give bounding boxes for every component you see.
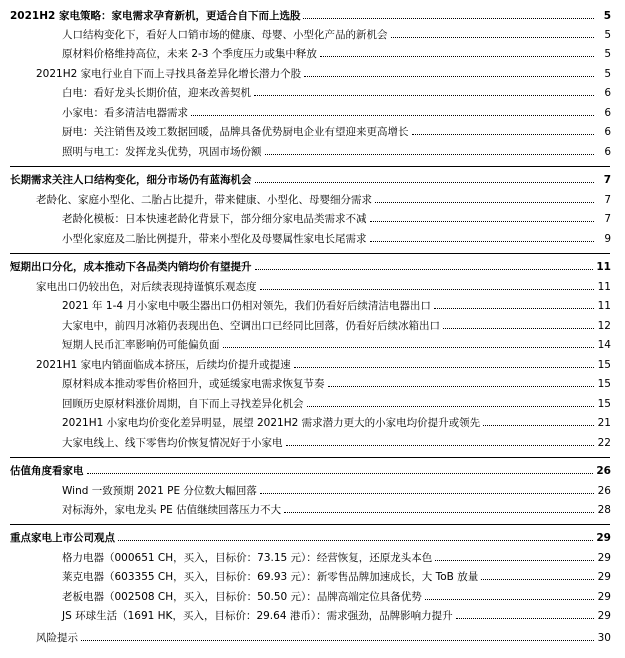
- toc-item-title: 2021H2 家电行业自下而上寻找具备差异化增长潜力个股: [36, 66, 304, 81]
- toc-section-1[interactable]: [10, 6, 611, 25]
- toc-item-title: 2021 年 1-4 月小家电中吸尘器出口仍相对领先，我们仍看好后续清洁电器出口: [62, 298, 434, 313]
- toc-section-4[interactable]: [10, 461, 611, 480]
- toc-page-number: 5: [594, 10, 611, 22]
- toc-item-title: 老龄化模板：日本快速老龄化背景下，部分细分家电品类需求不减: [62, 211, 370, 226]
- toc-item[interactable]: [62, 606, 611, 625]
- toc-item-title: Wind 一致预期 2021 PE 分位数大幅回落: [62, 483, 260, 498]
- toc-item[interactable]: [62, 122, 611, 141]
- section-divider: [10, 253, 610, 254]
- dot-leader: [284, 512, 594, 513]
- toc-item[interactable]: [62, 587, 611, 606]
- toc-item[interactable]: [62, 25, 611, 44]
- toc-item-title: 小型化家庭及二胎比例提升，带来小型化及母婴属性家电长尾需求: [62, 231, 370, 246]
- toc-page-number: 21: [594, 417, 611, 429]
- dot-leader: [255, 269, 594, 270]
- toc-section-title: 长期需求关注人口结构变化，细分市场仍有蓝海机会: [10, 172, 255, 187]
- toc-item[interactable]: [62, 567, 611, 586]
- toc-item[interactable]: [62, 394, 611, 413]
- toc-page-number: 12: [594, 320, 611, 332]
- toc-item[interactable]: [36, 628, 611, 647]
- toc-page-number: 11: [594, 300, 611, 312]
- toc-item-title: 白电：看好龙头长期价值，迎来改善契机: [62, 85, 254, 100]
- toc-item[interactable]: [62, 229, 611, 248]
- dot-leader: [375, 202, 594, 203]
- toc-page-number: 7: [594, 174, 611, 186]
- toc-page-number: 22: [594, 437, 611, 449]
- toc-item[interactable]: [62, 500, 611, 519]
- toc-page-number: 9: [594, 233, 611, 245]
- dot-leader: [255, 182, 595, 183]
- toc-item-title: JS 环球生活（1691 HK，买入，目标价：29.64 港币）：需求强劲，品牌影响力提升: [62, 608, 456, 623]
- dot-leader: [260, 289, 595, 290]
- toc-item-title: 人口结构变化下，看好人口销市场的健康、母婴、小型化产品的新机会: [62, 27, 391, 42]
- dot-leader: [391, 37, 595, 38]
- toc-item-title: 大家电线上、线下零售均价恢复情况好于小家电: [62, 435, 286, 450]
- dot-leader: [191, 115, 594, 116]
- dot-leader: [254, 95, 594, 96]
- toc-page-number: 28: [594, 504, 611, 516]
- dot-leader: [87, 473, 594, 474]
- toc-item-title: 格力电器（000651 CH，买入，目标价：73.15 元）：经营恢复，还原龙头本色: [62, 550, 435, 565]
- dot-leader: [435, 560, 594, 561]
- dot-leader: [443, 328, 594, 329]
- dot-leader: [223, 347, 595, 348]
- section-divider: [10, 166, 610, 167]
- toc-item-title: 2021H1 家电内销面临成本挤压，后续均价提升或提速: [36, 357, 294, 372]
- toc-item-title: 莱克电器（603355 CH，买入，目标价：69.93 元）：新零售品牌加速成长，大 ToB 放量: [62, 569, 481, 584]
- toc-page-number: 26: [593, 465, 611, 477]
- toc-page-number: 6: [594, 126, 611, 138]
- toc-page-number: 29: [594, 571, 611, 583]
- dot-leader: [483, 425, 594, 426]
- section-divider: [10, 457, 610, 458]
- toc-item[interactable]: [62, 142, 611, 161]
- toc-item-title: 小家电：看多清洁电器需求: [62, 105, 191, 120]
- toc-item[interactable]: [62, 209, 611, 228]
- dot-leader: [370, 241, 595, 242]
- toc-item-title: 家电出口仍较出色，对后续表现持谨慎乐观态度: [36, 279, 260, 294]
- dot-leader: [81, 640, 594, 641]
- dot-leader: [260, 493, 594, 494]
- toc-item-title: 风险提示: [36, 630, 81, 645]
- toc-page-number: 6: [594, 87, 611, 99]
- toc-item-title: 老龄化、家庭小型化、二胎占比提升，带来健康、小型化、母婴细分需求: [36, 192, 375, 207]
- toc-page-number: 7: [594, 213, 611, 225]
- toc-page-number: 6: [594, 146, 611, 158]
- dot-leader: [118, 540, 593, 541]
- toc-item[interactable]: [62, 335, 611, 354]
- toc-page-number: 5: [594, 68, 611, 80]
- toc-item[interactable]: [36, 277, 611, 296]
- toc-page-number: 29: [594, 591, 611, 603]
- toc-item[interactable]: [36, 64, 611, 83]
- dot-leader: [320, 56, 594, 57]
- toc-page-number: 15: [594, 398, 611, 410]
- toc-item[interactable]: [62, 433, 611, 452]
- toc-page-number: 15: [594, 378, 611, 390]
- toc-section-title: 短期出口分化，成本推动下各品类内销均价有望提升: [10, 259, 255, 274]
- toc-item[interactable]: [62, 296, 611, 315]
- toc-item[interactable]: [36, 355, 611, 374]
- dot-leader: [265, 154, 595, 155]
- toc-item-title: 短期人民币汇率影响仍可能偏负面: [62, 337, 223, 352]
- toc-page-number: 6: [594, 107, 611, 119]
- toc-page-number: 11: [594, 281, 611, 293]
- toc-item-title: 大家电中，前四月冰箱仍表现出色、空调出口已经同比回落，仍看好后续冰箱出口: [62, 318, 443, 333]
- dot-leader: [307, 406, 595, 407]
- toc-item[interactable]: [62, 44, 611, 63]
- toc-page-number: 5: [594, 48, 611, 60]
- dot-leader: [456, 618, 594, 619]
- toc-section-5[interactable]: [10, 528, 611, 547]
- toc-page-number: 5: [594, 29, 611, 41]
- toc-page-number: 29: [593, 532, 611, 544]
- toc-page-number: 29: [594, 610, 611, 622]
- toc-item[interactable]: [62, 374, 611, 393]
- toc-item-title: 照明与电工：发挥龙头优势，巩固市场份额: [62, 144, 265, 159]
- toc-item-title: 厨电：关注销售及竣工数据回暖，品牌具备优势厨电企业有望迎来更高增长: [62, 124, 412, 139]
- toc-page-number: 26: [594, 485, 611, 497]
- toc-item[interactable]: [62, 481, 611, 500]
- toc-item-title: 老板电器（002508 CH，买入，目标价：50.50 元）：品牌高端定位具备优势: [62, 589, 425, 604]
- dot-leader: [425, 599, 594, 600]
- dot-leader: [304, 76, 594, 77]
- toc-item-title: 2021H1 小家电均价变化差异明显，展望 2021H2 需求潜力更大的小家电均价提升或领先: [62, 415, 483, 430]
- toc-section-2[interactable]: [10, 170, 611, 189]
- toc-item[interactable]: [62, 413, 611, 432]
- toc-page-number: 30: [594, 632, 611, 644]
- dot-leader: [370, 221, 595, 222]
- dot-leader: [481, 579, 594, 580]
- toc-section-title: 估值角度看家电: [10, 463, 87, 478]
- toc-item[interactable]: [62, 103, 611, 122]
- toc-section-3[interactable]: [10, 257, 611, 276]
- dot-leader: [286, 445, 595, 446]
- toc-page-number: 14: [594, 339, 611, 351]
- dot-leader: [434, 308, 594, 309]
- toc-page-number: 7: [594, 194, 611, 206]
- toc-page-number: 15: [594, 359, 611, 371]
- toc-item[interactable]: [36, 190, 611, 209]
- toc-section-title: 重点家电上市公司观点: [10, 530, 118, 545]
- dot-leader: [328, 386, 595, 387]
- dot-leader: [412, 134, 595, 135]
- toc-item-title: 回顾历史原材料涨价周期，自下而上寻找差异化机会: [62, 396, 307, 411]
- dot-leader: [303, 18, 594, 19]
- toc-page-number: 29: [594, 552, 611, 564]
- toc-item-title: 原材料成本推动零售价格回升，或延缓家电需求恢复节奏: [62, 376, 328, 391]
- toc-item[interactable]: [62, 548, 611, 567]
- toc-item[interactable]: [62, 316, 611, 335]
- toc-section-title: 2021H2 家电策略：家电需求孕育新机，更适合自下而上选股: [10, 8, 303, 23]
- toc-item-title: 对标海外，家电龙头 PE 估值继续回落压力不大: [62, 502, 284, 517]
- toc-page-number: 11: [593, 261, 611, 273]
- toc-item-title: 原材料价格维持高位，未来 2-3 个季度压力或集中释放: [62, 46, 320, 61]
- section-divider: [10, 524, 610, 525]
- dot-leader: [294, 367, 594, 368]
- toc-item[interactable]: [62, 83, 611, 102]
